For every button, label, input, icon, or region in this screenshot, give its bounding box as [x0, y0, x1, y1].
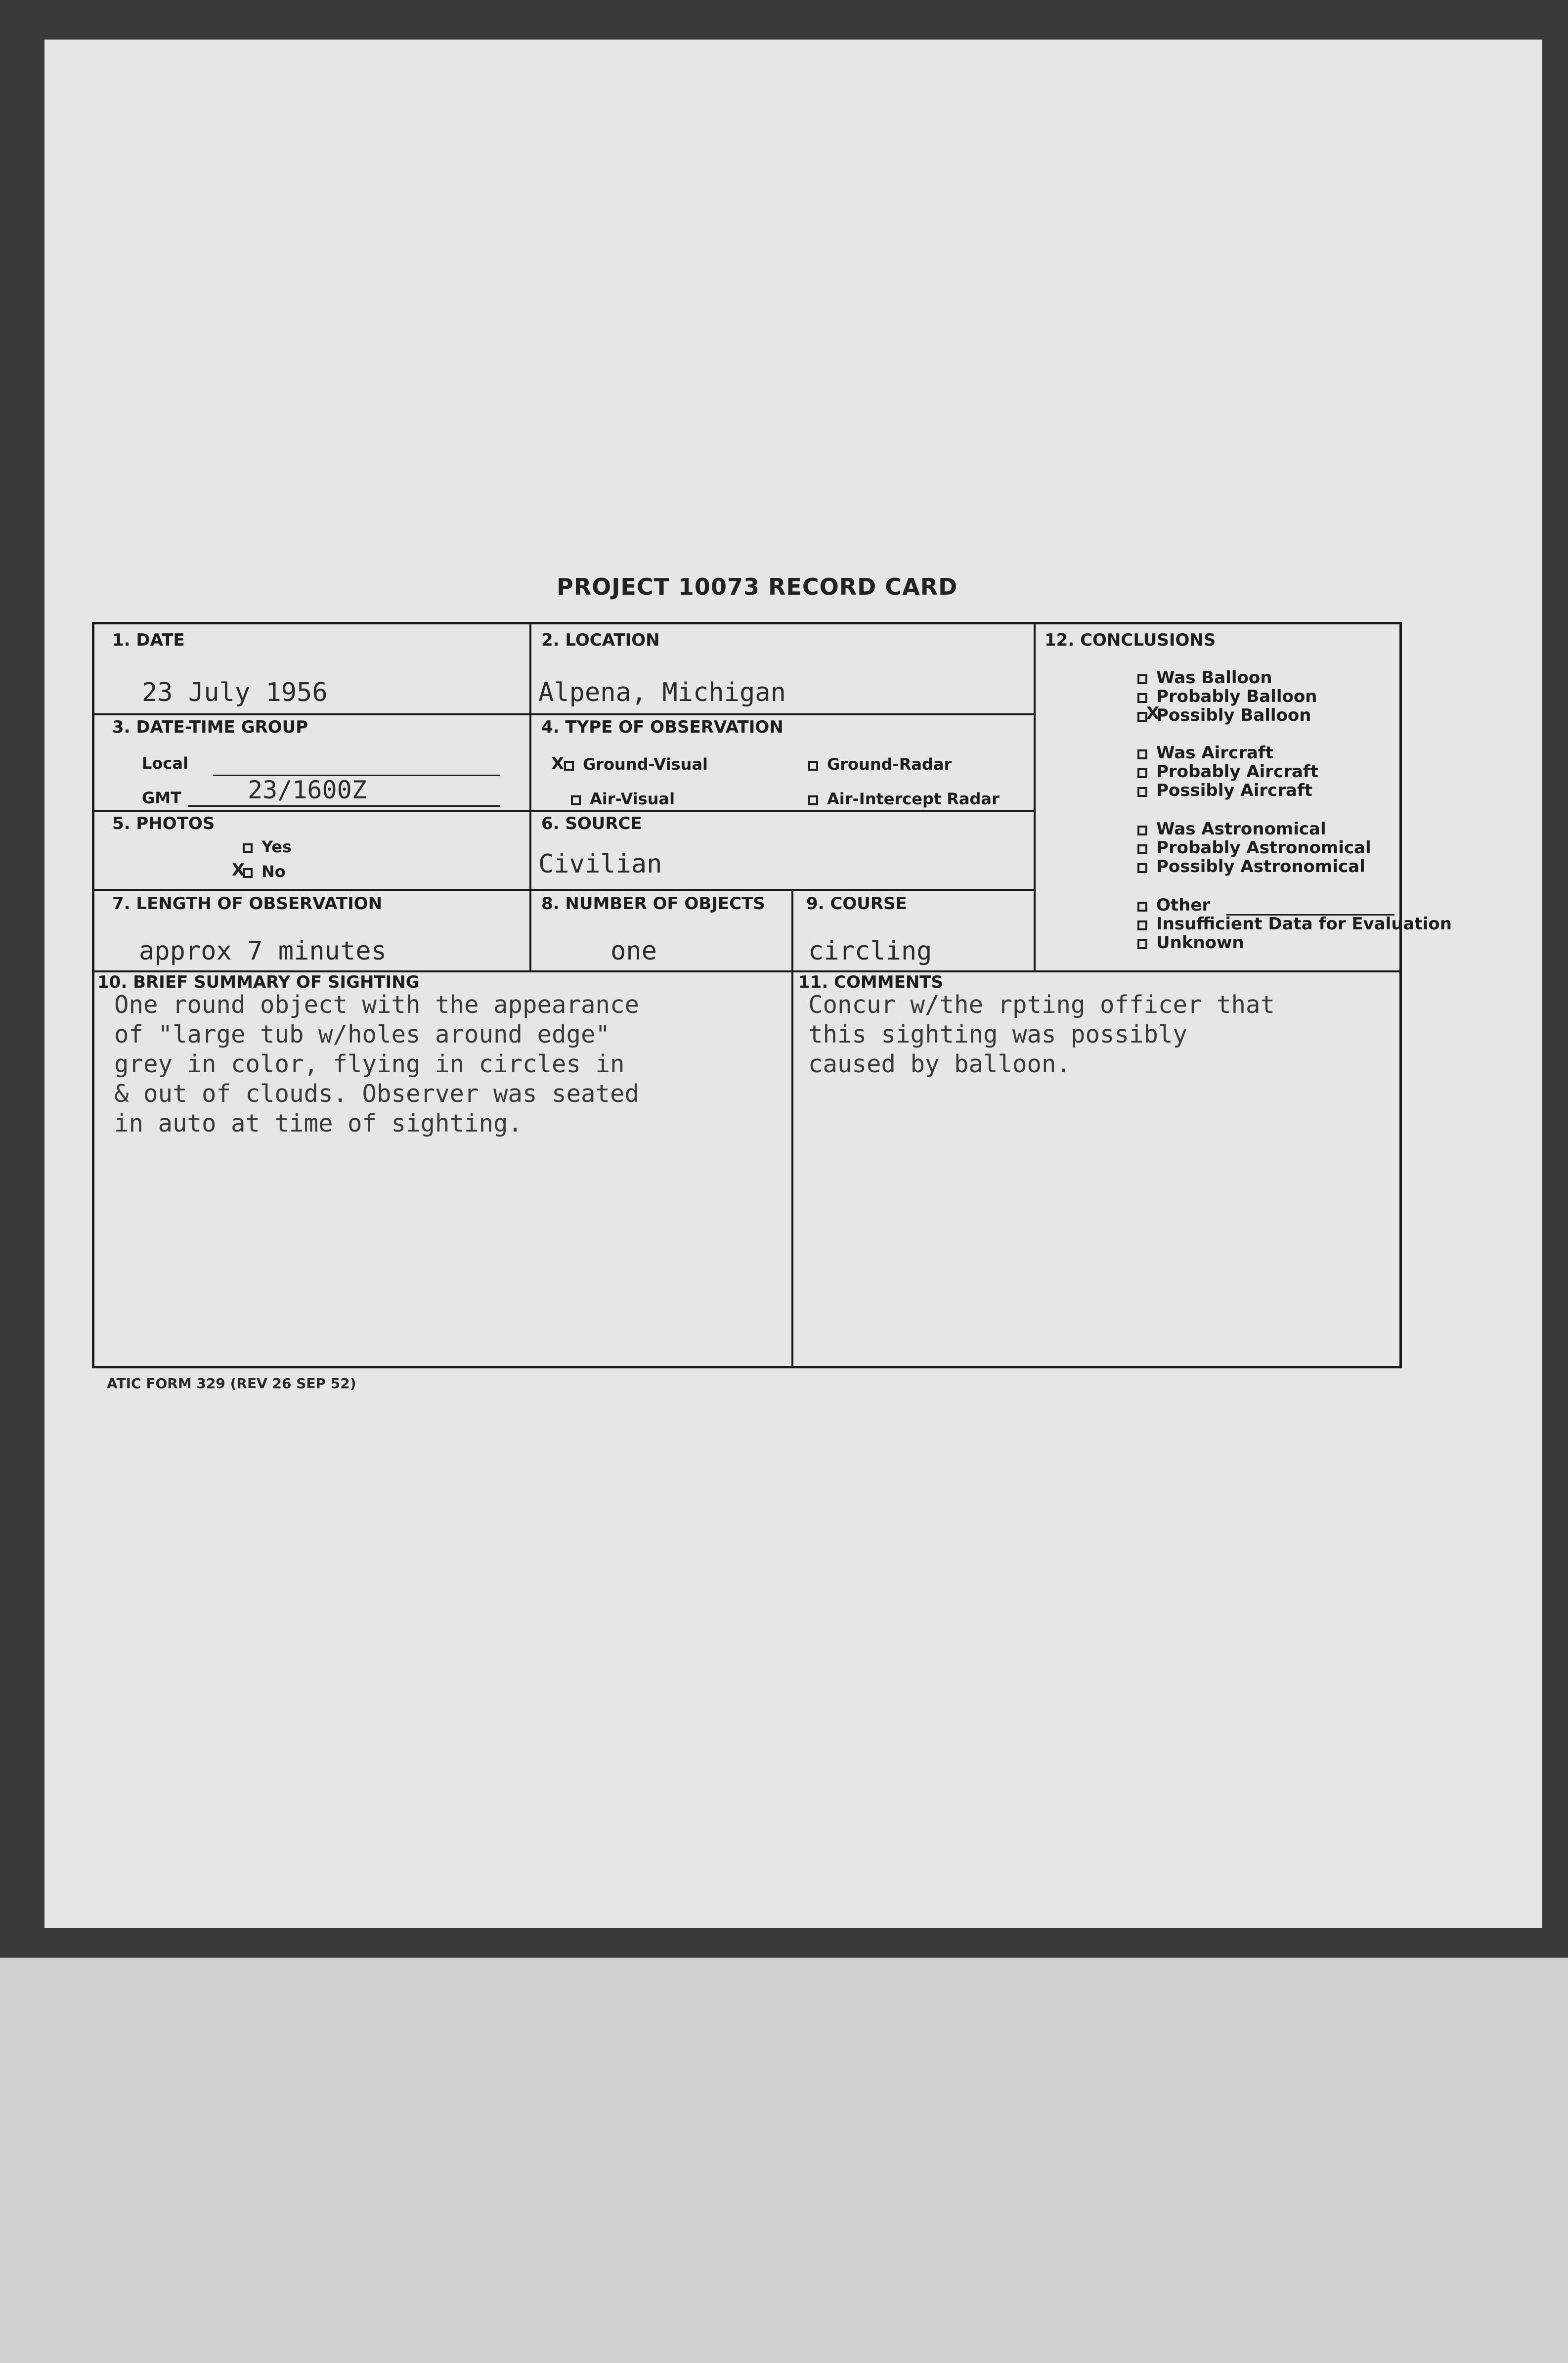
source-label: 6. SOURCE	[541, 814, 642, 833]
possibly-balloon-mark: X	[1146, 703, 1160, 723]
ground-visual-label: Ground-Visual	[583, 755, 708, 774]
date-cell	[94, 624, 529, 713]
date-value: 23 July 1956	[142, 678, 328, 707]
photos-yes-label: Yes	[261, 837, 292, 856]
datetime-label: 3. DATE-TIME GROUP	[112, 717, 308, 737]
conclusion-item[interactable]: Was Astronomical	[1137, 819, 1326, 839]
comments-cell	[791, 970, 1402, 1366]
conclusion-item[interactable]: Possibly Balloon	[1137, 705, 1311, 725]
objects-cell	[529, 889, 791, 970]
course-label: 9. COURSE	[806, 894, 907, 914]
air-visual-option[interactable]	[571, 789, 675, 808]
photos-no-option[interactable]	[243, 862, 286, 881]
conclusion-item[interactable]: Probably Astronomical	[1137, 838, 1371, 858]
conclusions-label: 12. CONCLUSIONS	[1045, 630, 1216, 650]
form-footer: ATIC FORM 329 (REV 26 SEP 52)	[107, 1375, 356, 1392]
length-label: 7. LENGTH OF OBSERVATION	[112, 894, 383, 914]
comments-line: caused by balloon.	[808, 1050, 1071, 1078]
date-label: 1. DATE	[112, 630, 185, 650]
checkbox-icon	[571, 795, 581, 805]
underlying-page	[0, 1958, 1568, 2363]
photos-no-mark: X	[232, 860, 245, 880]
card-title: PROJECT 10073 RECORD CARD	[557, 573, 958, 600]
checkbox-icon	[1137, 939, 1147, 949]
photos-label: 5. PHOTOS	[112, 814, 215, 833]
ground-visual-mark: X	[551, 754, 565, 774]
conclusion-item[interactable]: Was Aircraft	[1137, 743, 1273, 763]
datetime-cell	[94, 713, 529, 810]
conclusion-item[interactable]: Probably Balloon	[1137, 687, 1317, 706]
comments-line: this sighting was possibly	[808, 1020, 1188, 1049]
gmt-label: GMT	[142, 788, 181, 807]
summary-line: grey in color, flying in circles in	[114, 1050, 625, 1078]
type-label: 4. TYPE OF OBSERVATION	[541, 717, 784, 737]
comments-label: 11. COMMENTS	[798, 972, 943, 992]
conclusion-item[interactable]: Possibly Astronomical	[1137, 857, 1365, 876]
conclusion-item[interactable]: Insufficient Data for Evaluation	[1137, 914, 1452, 934]
course-cell	[791, 889, 1034, 970]
conclusion-item[interactable]: Was Balloon	[1137, 668, 1272, 688]
checkbox-icon	[1137, 749, 1147, 759]
conclusion-item[interactable]: Other	[1137, 895, 1210, 915]
checkbox-icon	[243, 843, 253, 853]
air-intercept-option[interactable]	[808, 789, 1000, 808]
checkbox-icon	[1137, 768, 1147, 778]
type-cell	[529, 713, 1034, 810]
gmt-line	[188, 805, 500, 807]
checkbox-icon	[1137, 902, 1147, 912]
summary-line: & out of clouds. Observer was seated	[114, 1080, 640, 1108]
length-cell	[94, 889, 529, 970]
checkbox-icon	[1137, 674, 1147, 684]
location-value: Alpena, Michigan	[538, 678, 786, 707]
length-value: approx 7 minutes	[139, 936, 387, 966]
air-visual-label: Air-Visual	[590, 789, 675, 808]
course-value: circling	[808, 936, 932, 966]
checkbox-icon	[1137, 826, 1147, 835]
gmt-value: 23/1600Z	[248, 776, 367, 804]
location-cell	[529, 624, 1034, 713]
checkbox-icon	[1137, 712, 1147, 722]
checkbox-icon	[1137, 920, 1147, 930]
local-label: Local	[142, 754, 188, 773]
checkbox-icon	[1137, 787, 1147, 797]
source-value: Civilian	[538, 849, 662, 879]
summary-line: in auto at time of sighting.	[114, 1109, 523, 1138]
ground-radar-label: Ground-Radar	[827, 755, 952, 774]
checkbox-icon	[808, 761, 818, 771]
summary-cell	[94, 970, 791, 1366]
checkbox-icon	[1137, 844, 1147, 854]
ground-radar-option[interactable]	[808, 755, 952, 774]
summary-line: One round object with the appearance	[114, 991, 640, 1019]
checkbox-icon	[1137, 863, 1147, 873]
record-card	[92, 622, 1452, 1368]
location-label: 2. LOCATION	[541, 630, 660, 650]
photos-yes-option[interactable]	[243, 837, 292, 856]
conclusion-item[interactable]: Unknown	[1137, 933, 1244, 953]
checkbox-icon	[564, 761, 574, 771]
checkbox-icon	[1137, 693, 1147, 703]
ground-visual-option[interactable]	[564, 755, 708, 774]
checkbox-icon	[808, 795, 818, 805]
conclusion-item[interactable]: Possibly Aircraft	[1137, 781, 1312, 800]
photos-no-label: No	[261, 862, 286, 881]
conclusion-item[interactable]: Probably Aircraft	[1137, 762, 1318, 782]
photos-cell	[94, 810, 529, 889]
air-intercept-label: Air-Intercept Radar	[827, 789, 1000, 808]
objects-label: 8. NUMBER OF OBJECTS	[541, 894, 765, 914]
objects-value: one	[610, 936, 657, 966]
checkbox-icon	[243, 868, 253, 878]
comments-line: Concur w/the rpting officer that	[808, 991, 1275, 1019]
source-cell	[529, 810, 1034, 889]
summary-line: of "large tub w/holes around edge"	[114, 1020, 610, 1049]
summary-label: 10. BRIEF SUMMARY OF SIGHTING	[97, 972, 420, 992]
